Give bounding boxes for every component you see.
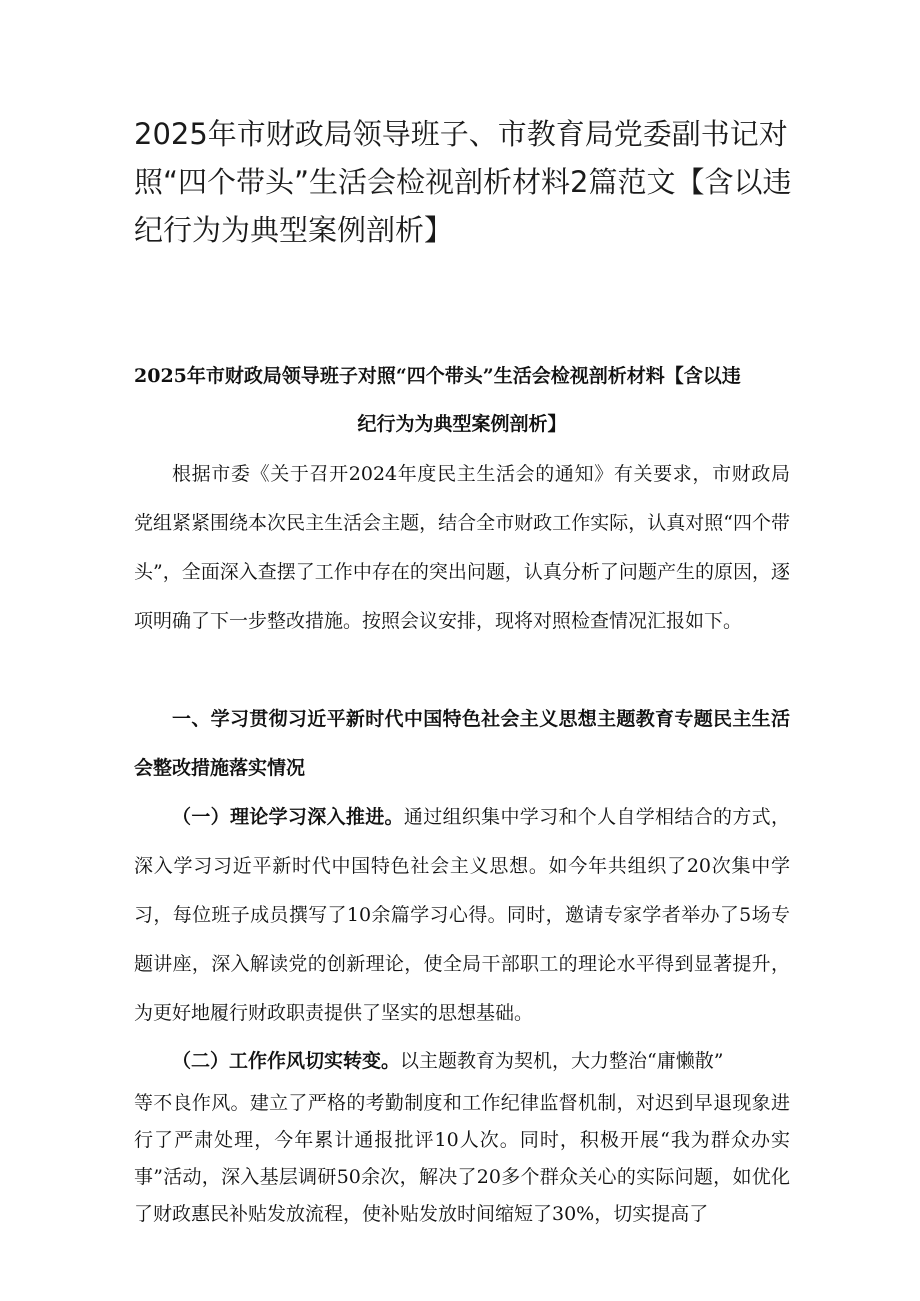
item1-lead: （一）理论学习深入推进。 xyxy=(172,806,404,828)
section-title xyxy=(134,352,790,448)
item2-first-line xyxy=(134,1037,790,1086)
section-title-line2: 纪行为为典型案例剖析】 xyxy=(357,413,567,435)
section-title-line1: 2025年市财政局领导班子对照“四个带头”生活会检视剖析材料【含以违 xyxy=(134,365,741,387)
item1-body: 通过组织集中学习和个人自学相结合的方式，深入学习习近平新时代中国特色社会主义思想。如今年共组织了20次集中学习，每位班子成员撰写了10余篇学习心得。同时，邀请专家学者举办了5场专题讲座，深入解读党的创新理论，使全局干部职工的理论水平得到显著提升，为更好地履行财政职责提供了坚实的思想基础。 xyxy=(134,806,790,1024)
item1-paragraph xyxy=(134,793,790,1038)
item2-body-rest: 等不良作风。建立了严格的考勤制度和工作纪律监督机制，对迟到早退现象进行了严肃处理，今年累计通报批评10人次。同时，积极开展“我为群众办实事”活动，深入基层调研50余次，解决了20多个群众关心的实际问题，如优化了财政惠民补贴发放流程，使补贴发放时间缩短了30%，切实提高了 xyxy=(134,1092,790,1225)
item2-body-first: 以主题教育为契机，大力整治“庸懒散” xyxy=(400,1050,724,1072)
document-main-title: 2025年市财政局领导班子、市教育局党委副书记对照“四个带头”生活会检视剖析材料2篇范文【含以违纪行为为典型案例剖析】 xyxy=(134,117,792,247)
intro-paragraph: 根据市委《关于召开2024年度民主生活会的通知》有关要求，市财政局党组紧紧围绕本次民主生活会主题，结合全市财政工作实际，认真对照“四个带头”，全面深入查摆了工作中存在的突出问题，认真分析了问题产生的原因，逐项明确了下一步整改措施。按照会议安排，现将对照检查情况汇报如下。 xyxy=(134,463,790,632)
item2-lead: （二）工作作风切实转变。 xyxy=(172,1050,401,1072)
section1-heading: 一、学习贯彻习近平新时代中国特色社会主义思想主题教育专题民主生活会整改措施落实情况 xyxy=(134,708,790,779)
